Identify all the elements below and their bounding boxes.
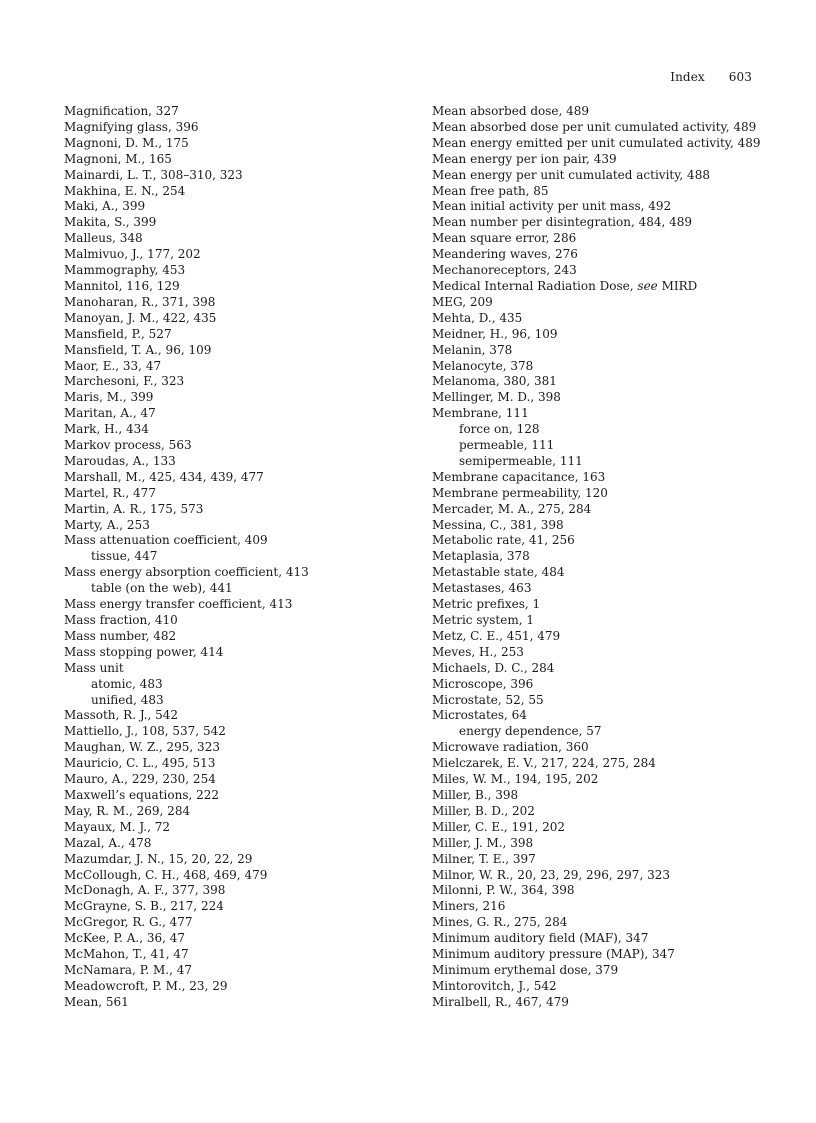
index-entry: Mammography, 453 [64,263,186,278]
index-entry: Mean energy per unit cumulated activity, 488 [432,167,710,182]
index-entry: Mines, G. R., 275, 284 [432,915,568,930]
index-entry: Mean energy per ion pair, 439 [432,151,617,166]
index-subentry: tissue, 447 [91,549,158,564]
index-entry: Miller, B. D., 202 [432,803,535,818]
index-entry: Makita, S., 399 [64,215,157,230]
index-entry: Maris, M., 399 [64,390,154,405]
index-column-left [64,104,394,1011]
index-entry: Microstates, 64 [432,708,527,723]
index-entry: Mauro, A., 229, 230, 254 [64,772,216,787]
index-entry: Melanocyte, 378 [432,358,534,373]
index-entry: Meidner, H., 96, 109 [432,326,558,341]
index-entry: Maxwell’s equations, 222 [64,787,220,802]
index-entry: Malleus, 348 [64,231,143,246]
index-entry: Metabolic rate, 41, 256 [432,533,575,548]
index-entry: Manoyan, J. M., 422, 435 [64,310,217,325]
index-entry: McCollough, C. H., 468, 469, 479 [64,867,268,882]
index-entry: Mercader, M. A., 275, 284 [432,501,592,516]
index-entry: Miller, J. M., 398 [432,835,534,850]
index-entry: Makhina, E. N., 254 [64,183,186,198]
index-entry: Mass stopping power, 414 [64,644,224,659]
index-entry: Miners, 216 [432,899,506,914]
index-entry: Mass energy absorption coefficient, 413 [64,565,309,580]
index-entry: Mean, 561 [64,994,129,1009]
index-column-right [432,104,772,1011]
index-entry: Miller, C. E., 191, 202 [432,819,565,834]
index-entry: Metastases, 463 [432,581,532,596]
index-entry: Melanin, 378 [432,342,513,357]
index-entry: Membrane permeability, 120 [432,485,608,500]
see-reference: see [637,278,658,293]
index-entry: Meves, H., 253 [432,644,524,659]
index-entry: Magnoni, D. M., 175 [64,135,189,150]
index-entry: Mannitol, 116, 129 [64,278,180,293]
index-entry: Martin, A. R., 175, 573 [64,501,204,516]
index-subentry: table (on the web), 441 [91,581,233,596]
index-entry: Microwave radiation, 360 [432,740,589,755]
index-entry: Miller, B., 398 [432,787,519,802]
index-entry: McGrayne, S. B., 217, 224 [64,899,224,914]
index-entry: Mean initial activity per unit mass, 492 [432,199,672,214]
index-entry: Membrane capacitance, 163 [432,469,606,484]
index-entry: McMahon, T., 41, 47 [64,947,189,962]
index-entry: Melanoma, 380, 381 [432,374,557,389]
index-subentry: permeable, 111 [459,438,555,453]
index-entry: Messina, C., 381, 398 [432,517,564,532]
index-entry: Mechanoreceptors, 243 [432,263,577,278]
index-entry: Mass energy transfer coefficient, 413 [64,597,293,612]
index-entry: Mean energy emitted per unit cumulated activity, 489 [432,135,761,150]
index-entry: Mintorovitch, J., 542 [432,978,557,993]
index-entry: Mellinger, M. D., 398 [432,390,561,405]
index-entry: Mass number, 482 [64,628,177,643]
index-entry: Mattiello, J., 108, 537, 542 [64,724,226,739]
index-entry: Mainardi, L. T., 308–310, 323 [64,167,243,182]
index-entry: Magnification, 327 [64,104,179,118]
index-entry: Meadowcroft, P. M., 23, 29 [64,978,228,993]
index-subentry: energy dependence, 57 [459,724,602,739]
index-entry: Metastable state, 484 [432,565,565,580]
index-entry: Mayaux, M. J., 72 [64,819,171,834]
index-entry: Minimum erythemal dose, 379 [432,962,619,977]
index-entry: Maroudas, A., 133 [64,453,176,468]
index-entry: Marshall, M., 425, 434, 439, 477 [64,469,264,484]
index-entry: Martel, R., 477 [64,485,156,500]
index-entry: Metric system, 1 [432,613,534,627]
index-entry: Milner, T. E., 397 [432,851,536,866]
index-entry: Markov process, 563 [64,438,192,453]
index-entry: Mansfield, P., 527 [64,326,172,341]
index-entry: Marchesoni, F., 323 [64,374,185,389]
index-entry: Malmivuo, J., 177, 202 [64,247,201,262]
index-entry: Minimum auditory pressure (MAP), 347 [432,947,675,962]
index-entry: Mean absorbed dose, 489 [432,104,590,118]
index-entry: Mazumdar, J. N., 15, 20, 22, 29 [64,851,253,866]
index-entry: Manoharan, R., 371, 398 [64,294,216,309]
index-entry: Metz, C. E., 451, 479 [432,628,561,643]
index-entry: Mauricio, C. L., 495, 513 [64,756,216,771]
index-entry: Meandering waves, 276 [432,247,578,262]
index-entry: McNamara, P. M., 47 [64,962,192,977]
index-entry: Miles, W. M., 194, 195, 202 [432,772,599,787]
index-entry: Mansfield, T. A., 96, 109 [64,342,212,357]
index-entry: Metaplasia, 378 [432,549,530,564]
index-entry: McKee, P. A., 36, 47 [64,931,186,946]
index-entry: Microstate, 52, 55 [432,692,544,707]
index-entry: May, R. M., 269, 284 [64,803,191,818]
index-entry: Michaels, D. C., 284 [432,660,555,675]
index-entry: Metric prefixes, 1 [432,597,541,612]
index-entry: Minimum auditory field (MAF), 347 [432,931,649,946]
index-entry: Medical Internal Radiation Dose, see MIRD [432,278,698,293]
index-entry: Mark, H., 434 [64,422,149,437]
index-entry: MEG, 209 [432,294,493,309]
index-entry: Milnor, W. R., 20, 23, 29, 296, 297, 323 [432,867,670,882]
index-entry: Magnoni, M., 165 [64,151,172,166]
index-entry: Marty, A., 253 [64,517,150,532]
index-entry: Maritan, A., 47 [64,406,156,421]
index-entry: Mean square error, 286 [432,231,577,246]
index-entry: McDonagh, A. F., 377, 398 [64,883,226,898]
index-entry: Mehta, D., 435 [432,310,523,325]
index-subentry: unified, 483 [91,692,164,707]
index-entry: Membrane, 111 [432,406,529,421]
running-header [670,70,752,84]
index-entry: Mean absorbed dose per unit cumulated activity, 489 [432,119,757,134]
index-entry: Mielczarek, E. V., 217, 224, 275, 284 [432,756,656,771]
index-entry: Massoth, R. J., 542 [64,708,179,723]
index-entry: Maughan, W. Z., 295, 323 [64,740,220,755]
index-entry: Microscope, 396 [432,676,534,691]
header-section-title: Index [670,70,705,84]
index-entry: Maor, E., 33, 47 [64,358,162,373]
index-entry: Mazal, A., 478 [64,835,152,850]
index-entry: McGregor, R. G., 477 [64,915,193,930]
index-entry: Miralbell, R., 467, 479 [432,994,569,1009]
index-entry: Magnifying glass, 396 [64,119,199,134]
index-entry: Mass unit [64,660,124,675]
index-entry: Mean number per disintegration, 484, 489 [432,215,693,230]
index-entry: Milonni, P. W., 364, 398 [432,883,575,898]
index-entry: Mass fraction, 410 [64,613,178,627]
index-entry: Mean free path, 85 [432,183,549,198]
page-number: 603 [728,70,752,84]
index-subentry: force on, 128 [459,422,540,437]
index-subentry: atomic, 483 [91,676,163,691]
index-entry: Maki, A., 399 [64,199,146,214]
index-entry: Mass attenuation coefficient, 409 [64,533,268,548]
index-subentry: semipermeable, 111 [459,453,583,468]
